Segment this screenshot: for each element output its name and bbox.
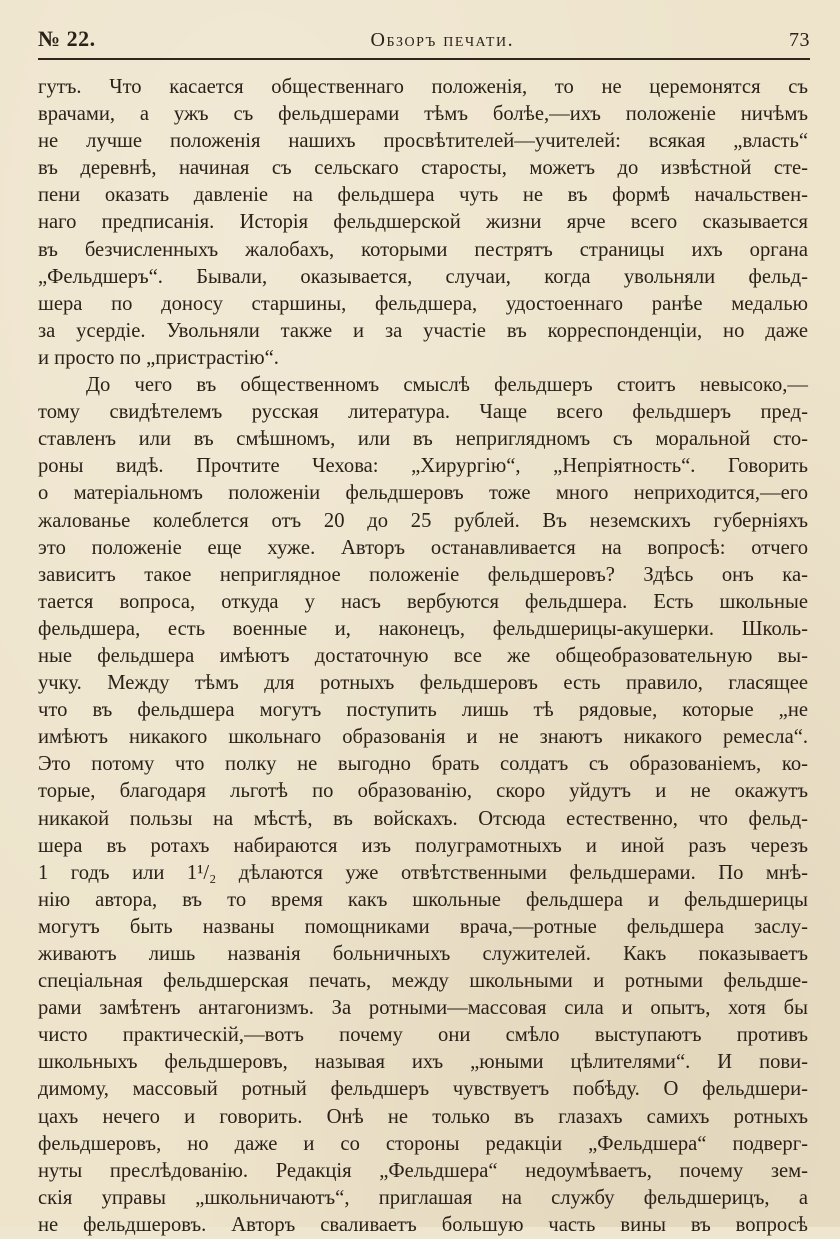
text-line: врачами, а ужъ съ фельдшерами тѣмъ болѣе,—ихъ положеніе ничѣмъ bbox=[38, 103, 808, 126]
text-line: это положеніе еще хуже. Авторъ останавливается на вопросѣ: отчего bbox=[38, 536, 808, 559]
text-line: „Фельдшеръ“. Бывали, оказывается, случаи, когда увольняли фельд- bbox=[38, 265, 808, 288]
text-line: 1 годъ или 1¹/₂ дѣлаются уже отвѣтственными фельдшерами. По мнѣ- bbox=[38, 861, 808, 884]
text-line: о матеріальномъ положеніи фельдшеровъ тоже много неприходится,—его bbox=[38, 482, 808, 505]
text-line: цахъ нечего и говорить. Онѣ не только въ глазахъ самихъ ротныхъ bbox=[38, 1105, 808, 1128]
text-line: не фельдшеровъ. Авторъ сваливаетъ большую часть вины въ вопросѣ bbox=[38, 1213, 808, 1236]
text-line: зависитъ такое неприглядное положеніе фельдшеровъ? Здѣсь онъ ка- bbox=[38, 563, 808, 586]
text-line: димому, массовый ротный фельдшеръ чувствуетъ побѣду. О фельдшери- bbox=[38, 1078, 808, 1101]
text-line: учку. Между тѣмъ для ротныхъ фельдшеровъ есть правило, гласящее bbox=[38, 672, 808, 695]
article-body bbox=[38, 74, 808, 1239]
text-line: нію автора, въ то время какъ школьные фельдшера и фельдшерицы bbox=[38, 888, 808, 911]
text-line: нуты преслѣдованію. Редакція „Фельдшера“ недоумѣваетъ, почему зем- bbox=[38, 1159, 808, 1182]
text-line: за усердіе. Увольняли также и за участіе въ корреспонденціи, но даже bbox=[38, 319, 808, 342]
text-line: наго предписанія. Исторія фельдшерской жизни ярче всего сказывается bbox=[38, 211, 808, 234]
text-line: роны видѣ. Прочтите Чехова: „Хирургію“, „Непріятность“. Говорить bbox=[38, 455, 808, 478]
text-line: жалованье колеблется отъ 20 до 25 рублей. Въ неземскихъ губерніяхъ bbox=[38, 509, 808, 532]
text-line: что въ фельдшера могутъ поступить лишь тѣ рядовые, которые „не bbox=[38, 699, 808, 722]
text-line: никакой пользы на мѣстѣ, въ войскахъ. Отсюда естественно, что фельд- bbox=[38, 807, 808, 830]
text-line: шера по доносу старшины, фельдшера, удостоеннаго ранѣе медалью bbox=[38, 292, 808, 315]
page-number: 73 bbox=[788, 29, 810, 51]
issue-number: № 22. bbox=[38, 26, 96, 51]
text-line: фельдшеровъ, но даже и со стороны редакціи „Фельдшера“ подверг- bbox=[38, 1132, 808, 1155]
text-line: тому свидѣтелемъ русская литература. Чаще всего фельдшеръ пред- bbox=[38, 401, 808, 424]
text-line: имѣютъ никакого школьнаго образованія и не знаютъ никакого ремесла“. bbox=[38, 726, 808, 749]
text-line: спеціальная фельдшерская печать, между школьными и ротными фельдше- bbox=[38, 970, 808, 993]
text-line: въ безчисленныхъ жалобахъ, которыми пестрятъ страницы ихъ органа bbox=[38, 238, 808, 261]
text-line: въ деревнѣ, начиная съ сельскаго старосты, можетъ до извѣстной сте- bbox=[38, 157, 808, 180]
text-line: фельдшера, есть военные и, наконецъ, фельдшерицы-акушерки. Школь- bbox=[38, 617, 808, 640]
text-line: Это потому что полку не выгодно брать солдатъ съ образованіемъ, ко- bbox=[38, 753, 808, 776]
text-line: гутъ. Что касается общественнаго положенія, то не церемонятся съ bbox=[38, 76, 808, 98]
text-line: скія управы „школьничаютъ“, приглашая на службу фельдшерицъ, а bbox=[38, 1186, 808, 1209]
text-line: ставленъ или въ смѣшномъ, или въ неприглядномъ съ моральной сто- bbox=[38, 428, 808, 451]
text-line: ные фельдшера имѣютъ достаточную все же общеобразовательную вы- bbox=[38, 644, 808, 667]
section-title: Обзоръ печати. bbox=[370, 29, 515, 51]
header-rule bbox=[38, 58, 810, 60]
text-line: шера въ ротахъ набираются изъ полуграмотныхъ и иной разъ черезъ bbox=[38, 834, 808, 857]
text-line: тается вопроса, откуда у насъ вербуются фельдшера. Есть школьные bbox=[38, 590, 808, 613]
text-line: чисто практическій,—вотъ почему они смѣло выступаютъ противъ bbox=[38, 1024, 808, 1047]
paragraph-end-line: и просто по „пристрастію“. bbox=[38, 346, 279, 369]
paragraph-start-line: До чего въ общественномъ смыслѣ фельдшеръ стоитъ невысоко,— bbox=[86, 374, 808, 397]
text-line: рами замѣтенъ антагонизмъ. За ротными—массовая сила и опытъ, хотя бы bbox=[38, 997, 808, 1020]
text-line: живаютъ лишь названія больничныхъ служителей. Какъ показываетъ bbox=[38, 943, 808, 965]
text-line: пени оказать давленіе на фельдшера чуть не въ формѣ начальствен- bbox=[38, 184, 808, 207]
text-line: школьныхъ фельдшеровъ, называя ихъ „юными цѣлителями“. И пови- bbox=[38, 1051, 808, 1074]
text-line: могутъ быть названы помощниками врача,—ротные фельдшера заслу- bbox=[38, 915, 808, 938]
text-line: торые, благодаря льготѣ по образованію, скоро уйдутъ и не окажутъ bbox=[38, 780, 808, 803]
text-line: не лучше положенія нашихъ просвѣтителей—учителей: всякая „власть“ bbox=[38, 130, 808, 153]
running-header bbox=[38, 26, 810, 54]
